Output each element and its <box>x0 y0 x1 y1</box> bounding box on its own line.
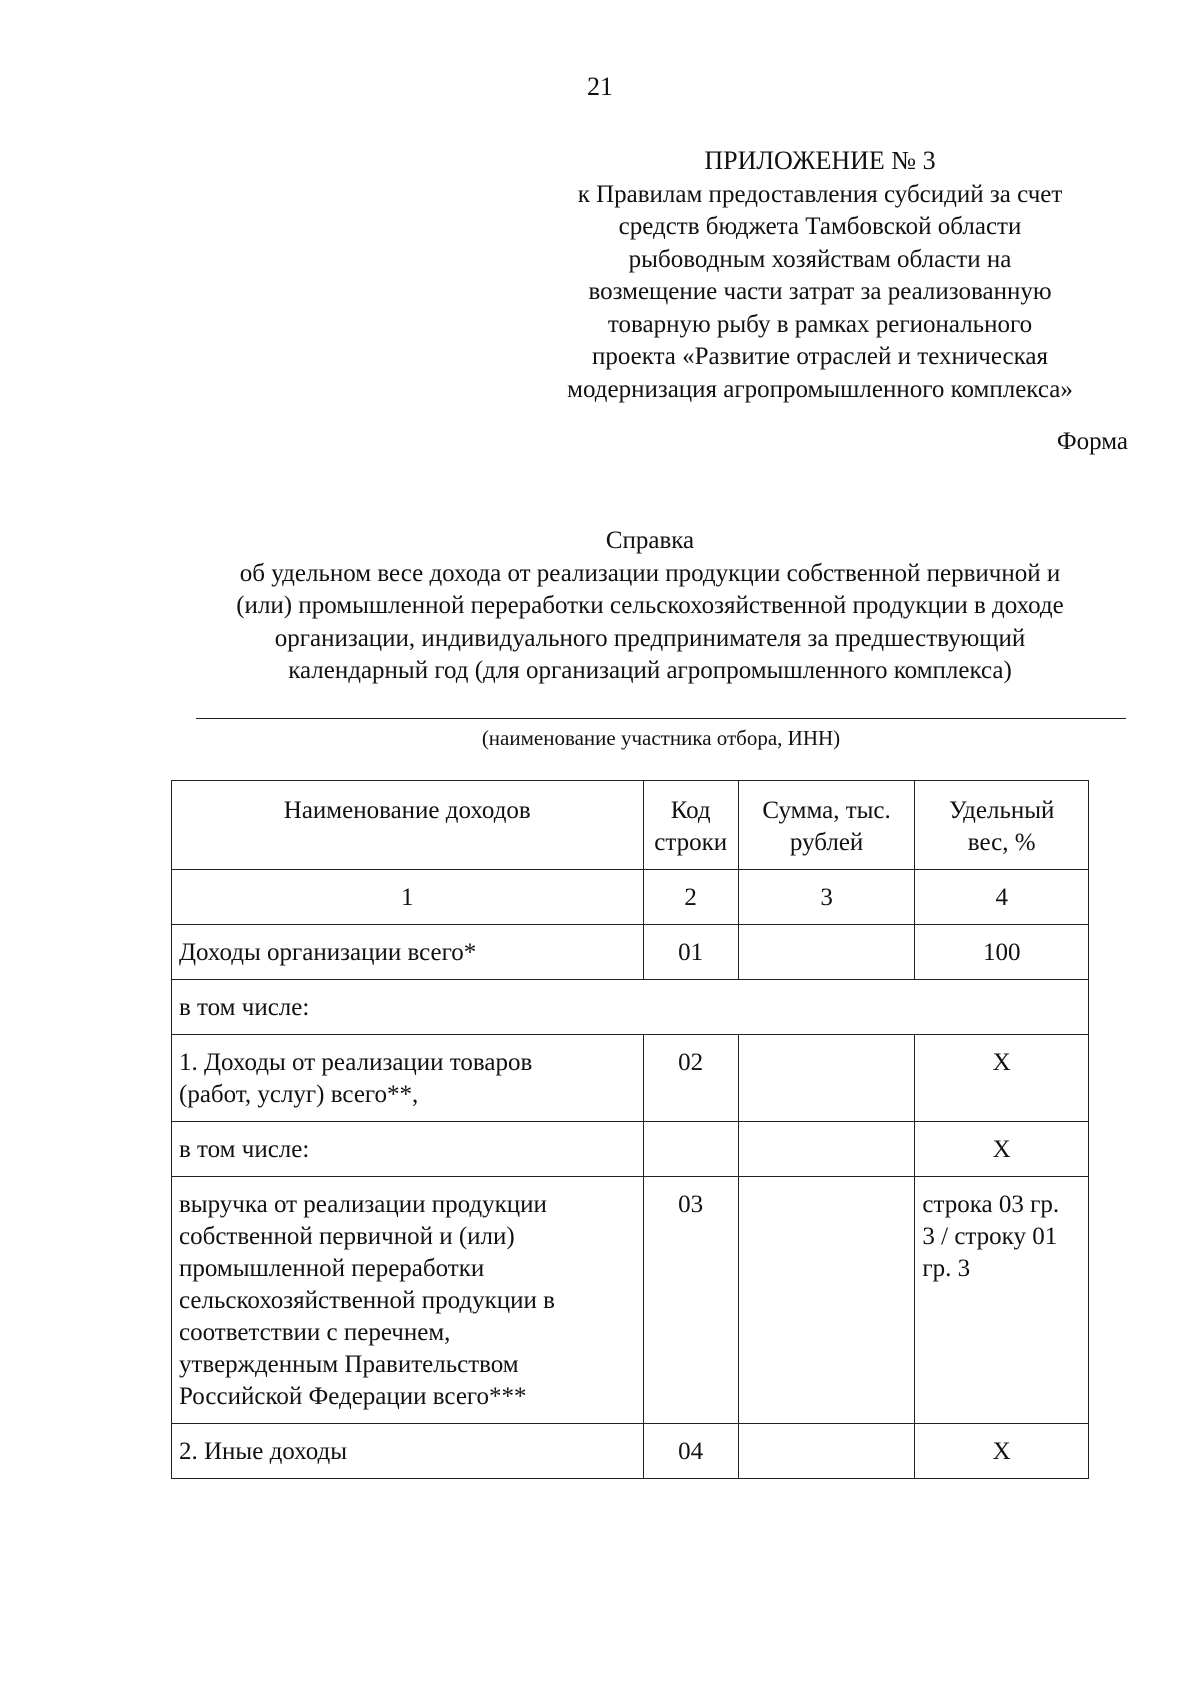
table-row <box>172 980 1089 1035</box>
row-name: Доходы организации всего* <box>172 925 644 980</box>
row-sum <box>738 1177 915 1424</box>
column-number: 2 <box>643 870 738 925</box>
row-sum <box>738 1424 915 1479</box>
column-number: 4 <box>915 870 1089 925</box>
appendix-line: к Правилам предоставления субсидий за счет <box>577 180 1063 208</box>
header-name: Наименование доходов <box>172 781 644 870</box>
row-name: в том числе: <box>172 980 1089 1035</box>
page-number: 21 <box>587 72 613 101</box>
certificate-title: Справка <box>605 527 695 554</box>
appendix-header <box>520 145 1120 406</box>
appendix-title: ПРИЛОЖЕНИЕ № 3 <box>704 146 936 175</box>
row-weight: X <box>915 1122 1089 1177</box>
table-row <box>172 1122 1089 1177</box>
row-name: выручка от реализации продукции собственной первичной и (или) промышленной переработки сельскохозяйственной продукции в соответствии с перечнем, утвержденным Правительством Российской Федерации всего*** <box>172 1177 644 1424</box>
table-row <box>172 1035 1089 1122</box>
appendix-line: средств бюджета Тамбовской области <box>618 213 1022 240</box>
appendix-line: возмещение части затрат за реализованную <box>588 278 1052 305</box>
row-name: 2. Иные доходы <box>172 1424 644 1479</box>
row-name: в том числе: <box>172 1122 644 1177</box>
row-code: 02 <box>643 1035 738 1122</box>
table-row <box>172 1424 1089 1479</box>
appendix-line: модернизация агропромышленного комплекса» <box>567 375 1073 403</box>
income-table <box>171 780 1089 1479</box>
column-number-row <box>172 870 1089 925</box>
certificate-line: календарный год (для организаций агропромышленного комплекса) <box>288 657 1012 684</box>
row-sum <box>738 925 915 980</box>
certificate-line: об удельном весе дохода от реализации продукции собственной первичной и <box>239 559 1061 587</box>
header-sum: Сумма, тыс. рублей <box>738 781 915 870</box>
certificate-heading <box>150 525 1150 688</box>
row-code: 01 <box>643 925 738 980</box>
table-header-row <box>172 781 1089 870</box>
row-name: 1. Доходы от реализации товаров (работ, услуг) всего**, <box>172 1035 644 1122</box>
appendix-line: товарную рыбу в рамках регионального <box>607 310 1033 338</box>
column-number: 1 <box>172 870 644 925</box>
participant-caption: (наименование участника отбора, ИНН) <box>481 726 841 750</box>
row-code <box>643 1122 738 1177</box>
row-weight: строка 03 гр. 3 / строку 01 гр. 3 <box>915 1177 1089 1424</box>
certificate-line: (или) промышленной переработки сельскохозяйственной продукции в доходе <box>236 592 1064 619</box>
appendix-line: проекта «Развитие отраслей и техническая <box>591 343 1048 370</box>
row-sum <box>738 1122 915 1177</box>
row-weight: X <box>915 1035 1089 1122</box>
appendix-line: рыбоводным хозяйствам области на <box>628 245 1012 273</box>
header-code: Код строки <box>643 781 738 870</box>
row-weight: 100 <box>915 925 1089 980</box>
row-code: 03 <box>643 1177 738 1424</box>
row-weight: X <box>915 1424 1089 1479</box>
header-weight: Удельный вес, % <box>915 781 1089 870</box>
table-row <box>172 925 1089 980</box>
participant-blank-line <box>196 718 1126 719</box>
row-sum <box>738 1035 915 1122</box>
column-number: 3 <box>738 870 915 925</box>
row-code: 04 <box>643 1424 738 1479</box>
form-label: Форма <box>1056 428 1128 455</box>
certificate-line: организации, индивидуального предпринимателя за предшествующий <box>274 624 1026 652</box>
table-row <box>172 1177 1089 1424</box>
